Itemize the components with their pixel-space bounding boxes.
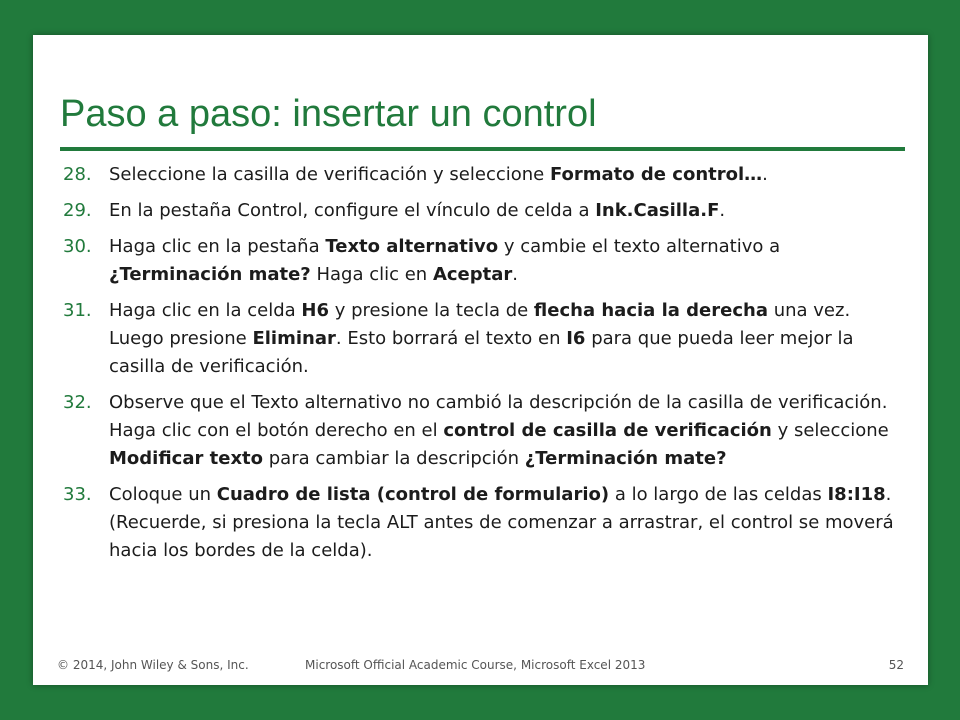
- step-text-bold: Formato de control…: [549, 164, 763, 185]
- step-text-bold: H6: [301, 300, 329, 321]
- step-text-bold: Cuadro de lista (control de formulario): [216, 484, 610, 505]
- step-text-run: para que pueda leer mejor la casilla de verificación.: [109, 328, 854, 377]
- footer-copyright: © 2014, John Wiley & Sons, Inc.: [57, 658, 249, 672]
- step-text-run: En la pestaña Control, configure el vínculo de celda a: [109, 200, 596, 221]
- footer-course: Microsoft Official Academic Course, Microsoft Excel 2013: [305, 658, 646, 672]
- step-text-run: . (Recuerde, si presiona la tecla ALT antes de comenzar a arrastrar, el control se moverá hacia los bordes de la celda).: [109, 484, 894, 561]
- step-number: 31.: [63, 300, 92, 321]
- step-text-run: y cambie el texto alternativo a: [498, 236, 781, 257]
- slide-title: Paso a paso: insertar un control: [60, 93, 597, 135]
- title-underline: [60, 147, 905, 151]
- slide-footer: [33, 656, 928, 674]
- step-text-bold: flecha hacia la derecha: [533, 300, 768, 321]
- step-text-bold: Modificar texto: [109, 448, 264, 469]
- footer-page-number: 52: [888, 658, 904, 672]
- step-text: [109, 200, 725, 221]
- step-item: [63, 197, 908, 225]
- step-item: [63, 481, 908, 565]
- step-text-run: a lo largo de las celdas: [609, 484, 828, 505]
- step-number: 28.: [63, 164, 92, 185]
- step-text-bold: ¿Terminación mate?: [524, 448, 727, 469]
- step-text-bold: I6: [566, 328, 586, 349]
- step-text-bold: Texto alternativo: [325, 236, 499, 257]
- step-number: 32.: [63, 392, 92, 413]
- step-text: [109, 164, 768, 185]
- step-text: [109, 392, 889, 469]
- step-text-run: Haga clic en: [310, 264, 433, 285]
- step-text-run: Coloque un: [109, 484, 217, 505]
- step-text: [109, 484, 894, 561]
- step-text-run: .: [719, 200, 726, 221]
- step-text: [109, 236, 780, 285]
- step-item: [63, 161, 908, 189]
- step-text-bold: ¿Terminación mate?: [109, 264, 311, 285]
- step-text-bold: Eliminar: [252, 328, 336, 349]
- step-text-bold: Ink.Casilla.F: [595, 200, 720, 221]
- step-item: [63, 233, 908, 289]
- step-text-run: .: [762, 164, 768, 185]
- step-number: 33.: [63, 484, 92, 505]
- step-text-run: y presione la tecla de: [328, 300, 534, 321]
- step-text-run: .: [512, 264, 518, 285]
- step-text-run: Haga clic en la pestaña: [109, 236, 326, 257]
- step-number: 29.: [63, 200, 92, 221]
- step-number: 30.: [63, 236, 92, 257]
- step-item: [63, 297, 908, 381]
- step-text-run: Observe que el Texto alternativo no cambió la descripción de la casilla de verificación. Haga clic con el botón derecho en el: [109, 392, 888, 441]
- slide: [33, 35, 928, 685]
- step-text-run: una vez. Luego presione: [109, 300, 851, 349]
- step-text-run: Seleccione la casilla de verificación y seleccione: [109, 164, 550, 185]
- step-item: [63, 389, 908, 473]
- step-text-bold: control de casilla de verificación: [443, 420, 772, 441]
- step-text-run: Haga clic en la celda: [109, 300, 302, 321]
- step-text: [109, 300, 854, 377]
- step-text-run: para cambiar la descripción: [263, 448, 525, 469]
- step-text-bold: Aceptar: [432, 264, 513, 285]
- step-text-bold: I8:I18: [827, 484, 886, 505]
- step-text-run: y seleccione: [771, 420, 889, 441]
- step-list: [63, 161, 908, 573]
- step-text-run: . Esto borrará el texto en: [335, 328, 567, 349]
